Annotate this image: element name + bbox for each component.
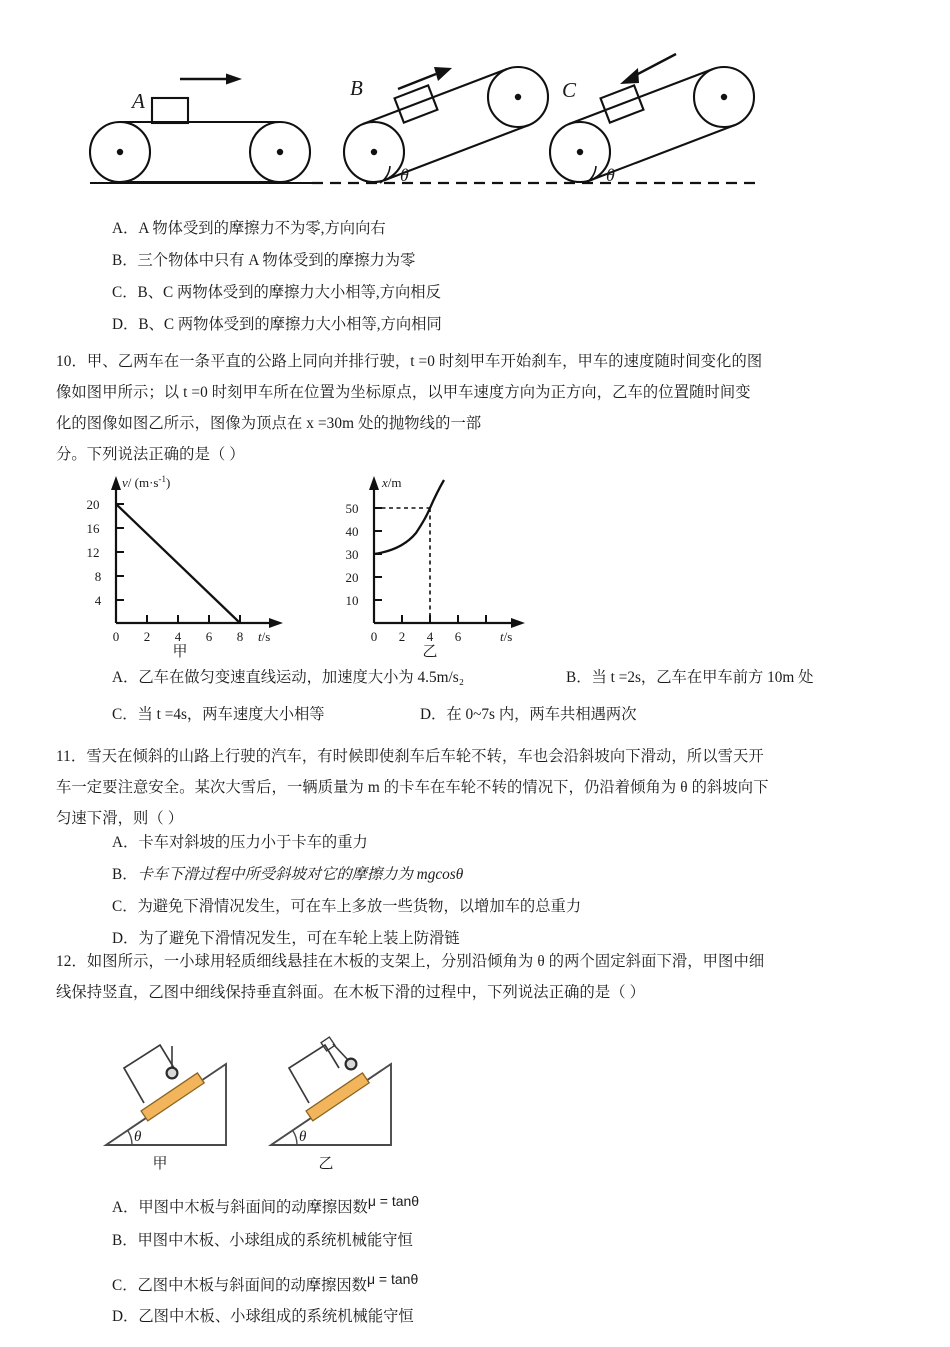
graph-yi-ytick-10: 10 <box>345 593 359 608</box>
belt-b-label: B <box>350 76 363 100</box>
q10-option-c <box>112 700 325 730</box>
graph-yi-xlabel: t/s <box>500 629 513 643</box>
graph-yi-xtick-2: 2 <box>398 629 406 643</box>
q11-option-c <box>112 892 581 922</box>
q10-stem-l3 <box>56 408 902 439</box>
q10-stem-line2: 像如图甲所示；以 t =0 时刻甲车所在位置为坐标原点，以甲车速度方向为正方向，乙车的位置随时间变 <box>56 384 751 401</box>
q10-stem-line4: 分。下列说法正确的是（ ） <box>56 446 245 463</box>
q12-option-d <box>112 1302 414 1332</box>
option-text: 甲图中木板与斜面间的动摩擦因数 <box>138 1199 368 1217</box>
graph-yi-ytick-40: 40 <box>345 524 359 539</box>
graph-jia-caption: 甲 <box>172 644 188 660</box>
ball-yi <box>346 1059 357 1070</box>
belt-a-label: A <box>132 89 145 113</box>
q10-option-b <box>566 663 813 693</box>
option-label: D． <box>112 316 139 333</box>
graph-yi-xtick-6: 6 <box>454 629 462 643</box>
graph-yi-xtick-0: 0 <box>370 629 378 643</box>
graph-yi-xtick-4: 4 <box>426 629 434 643</box>
option-label: A． <box>112 1199 139 1217</box>
graph-jia-ytick-12: 12 <box>86 545 100 560</box>
q10-stem-line3: 化的图像如图乙所示，图像为顶点在 x =30m 处的抛物线的一部 <box>56 415 482 432</box>
option-label: C． <box>112 706 138 723</box>
option-label: D． <box>112 1308 139 1325</box>
graph-yi-caption: 乙 <box>422 644 438 660</box>
incline-jia <box>106 1045 226 1145</box>
option-text: 在 0~7s 内，两车共相遇两次 <box>446 706 637 723</box>
incline-yi-angle-label: θ <box>299 1129 307 1145</box>
option-label: D． <box>420 706 447 723</box>
graph-jia-xtick-4: 4 <box>174 629 182 643</box>
option-text: 卡车下滑过程中所受斜坡对它的摩擦力为 mgcosθ <box>137 866 464 883</box>
option-label: B． <box>112 1232 138 1249</box>
graph-jia-ytick-20: 20 <box>86 497 100 512</box>
q12-stem <box>56 946 902 977</box>
q11-stem <box>56 741 902 772</box>
option-label: C． <box>112 284 138 301</box>
option-text: 乙图中木板、小球组成的系统机械能守恒 <box>138 1308 414 1325</box>
incline-yi <box>271 1037 391 1145</box>
q10-stem-line1: 甲、乙两车在一条平直的公路上同向并排行驶，t =0 时刻甲车开始刹车，甲车的速度随时间变化的图 <box>86 353 763 370</box>
graph-yi-position-time <box>338 468 588 643</box>
option-text: 乙图中木板与斜面间的动摩擦因数 <box>137 1277 367 1295</box>
incline-jia-angle-label: θ <box>134 1129 142 1145</box>
q12-option-b <box>112 1226 413 1256</box>
option-text: 甲图中木板、小球组成的系统机械能守恒 <box>137 1232 413 1249</box>
option-text: 卡车对斜坡的压力小于卡车的重力 <box>138 834 368 851</box>
incline-jia-caption: 甲 <box>152 1156 168 1172</box>
belt-b-angle-label: θ <box>400 165 409 185</box>
graph-yi-ytick-30: 30 <box>345 547 359 562</box>
option-text: A 物体受到的摩擦力不为零,方向向右 <box>138 220 386 237</box>
option-text: B、C 两物体受到的摩擦力大小相等,方向相同 <box>138 316 442 333</box>
option-label: B． <box>112 866 138 883</box>
q12-number: 12． <box>56 953 87 970</box>
option-label: A． <box>112 834 139 851</box>
option-formula: μ = tanθ <box>366 1271 419 1287</box>
graph-yi-ylabel: x/m <box>382 475 402 490</box>
option-label: D． <box>112 930 139 947</box>
q11-stem-line2: 车一定要注意安全。某次大雪后，一辆质量为 m 的卡车在车轮不转的情况下，仍沿着倾角为 θ 的斜坡向下 <box>56 779 769 796</box>
option-text: 为了避免下滑情况发生，可在车轮上装上防滑链 <box>138 930 460 947</box>
q12-option-c <box>112 1264 418 1301</box>
option-text: 为避免下滑情况发生，可在车上多放一些货物，以增加车的总重力 <box>137 898 582 915</box>
graph-jia-xlabel: t/s <box>258 629 271 643</box>
graph-jia-xtick-0: 0 <box>112 629 120 643</box>
q12-option-a <box>112 1186 419 1223</box>
graph-jia-ytick-16: 16 <box>86 521 100 536</box>
q9-option-c <box>112 278 441 308</box>
option-label: C． <box>112 898 138 915</box>
q9-option-a <box>112 214 386 244</box>
q11-number: 11． <box>56 748 87 765</box>
option-text: 三个物体中只有 A 物体受到的摩擦力为零 <box>137 252 416 269</box>
q10-option-d <box>420 700 637 730</box>
q11-stem-l2 <box>56 772 902 803</box>
belt-c-label: C <box>562 78 577 102</box>
q10-number: 10． <box>56 353 87 370</box>
graph-jia-xtick-6: 6 <box>205 629 213 643</box>
q9-option-d <box>112 310 442 340</box>
option-text: 当 t =4s，两车速度大小相等 <box>137 706 325 723</box>
q12-stem-l2 <box>56 977 902 1008</box>
incline-yi-caption: 乙 <box>318 1156 334 1172</box>
q10-stem <box>56 346 902 377</box>
graph-jia-xtick-8: 8 <box>236 629 244 643</box>
q11-option-b <box>112 860 463 890</box>
q10-stem-l4 <box>56 439 902 470</box>
graph-yi-ytick-20: 20 <box>345 570 359 585</box>
graph-jia-ytick-4: 4 <box>94 593 102 608</box>
ball-jia <box>167 1068 178 1079</box>
option-label: C． <box>112 1277 138 1295</box>
graph-jia-ytick-8: 8 <box>94 569 102 584</box>
graph-yi-series-curve <box>374 480 444 554</box>
option-label: B． <box>112 252 138 269</box>
option-formula: μ = tanθ <box>367 1193 420 1209</box>
option-text: 乙车在做匀变速直线运动，加速度大小为 4.5m/s₂ <box>138 669 465 686</box>
option-label: A． <box>112 669 139 686</box>
option-label: A． <box>112 220 139 237</box>
q10-option-a <box>112 663 464 693</box>
q9-option-b <box>112 246 415 276</box>
option-label: B． <box>566 669 592 686</box>
graph-jia-series-line <box>116 504 240 623</box>
q10-stem-l2 <box>56 377 902 408</box>
option-text: B、C 两物体受到的摩擦力大小相等,方向相反 <box>137 284 441 301</box>
graph-jia-velocity-time <box>86 468 336 643</box>
q11-stem-line1: 雪天在倾斜的山路上行驶的汽车，有时候即使刹车后车轮不转，车也会沿斜坡向下滑动，所以雪天开 <box>86 748 764 765</box>
graph-jia-ylabel: v/ $(m\cdot s^{-1})$ <box>122 474 171 490</box>
q11-stem-line3: 匀速下滑，则（ ） <box>56 810 184 827</box>
conveyor-belts-figure <box>80 42 780 212</box>
graph-jia-xtick-2: 2 <box>143 629 151 643</box>
option-text: 当 t =2s，乙车在甲车前方 10m 处 <box>591 669 814 686</box>
graph-yi-ytick-50: 50 <box>345 501 359 516</box>
q12-stem-line1: 如图所示，一小球用轻质细线悬挂在木板的支架上，分别沿倾角为 θ 的两个固定斜面下滑，甲图中细 <box>86 953 765 970</box>
q12-stem-line2: 线保持竖直，乙图中细线保持垂直斜面。在木板下滑的过程中，下列说法正确的是（ ） <box>56 984 646 1001</box>
belt-c-angle-label: θ <box>606 165 615 185</box>
q11-option-a <box>112 828 368 858</box>
